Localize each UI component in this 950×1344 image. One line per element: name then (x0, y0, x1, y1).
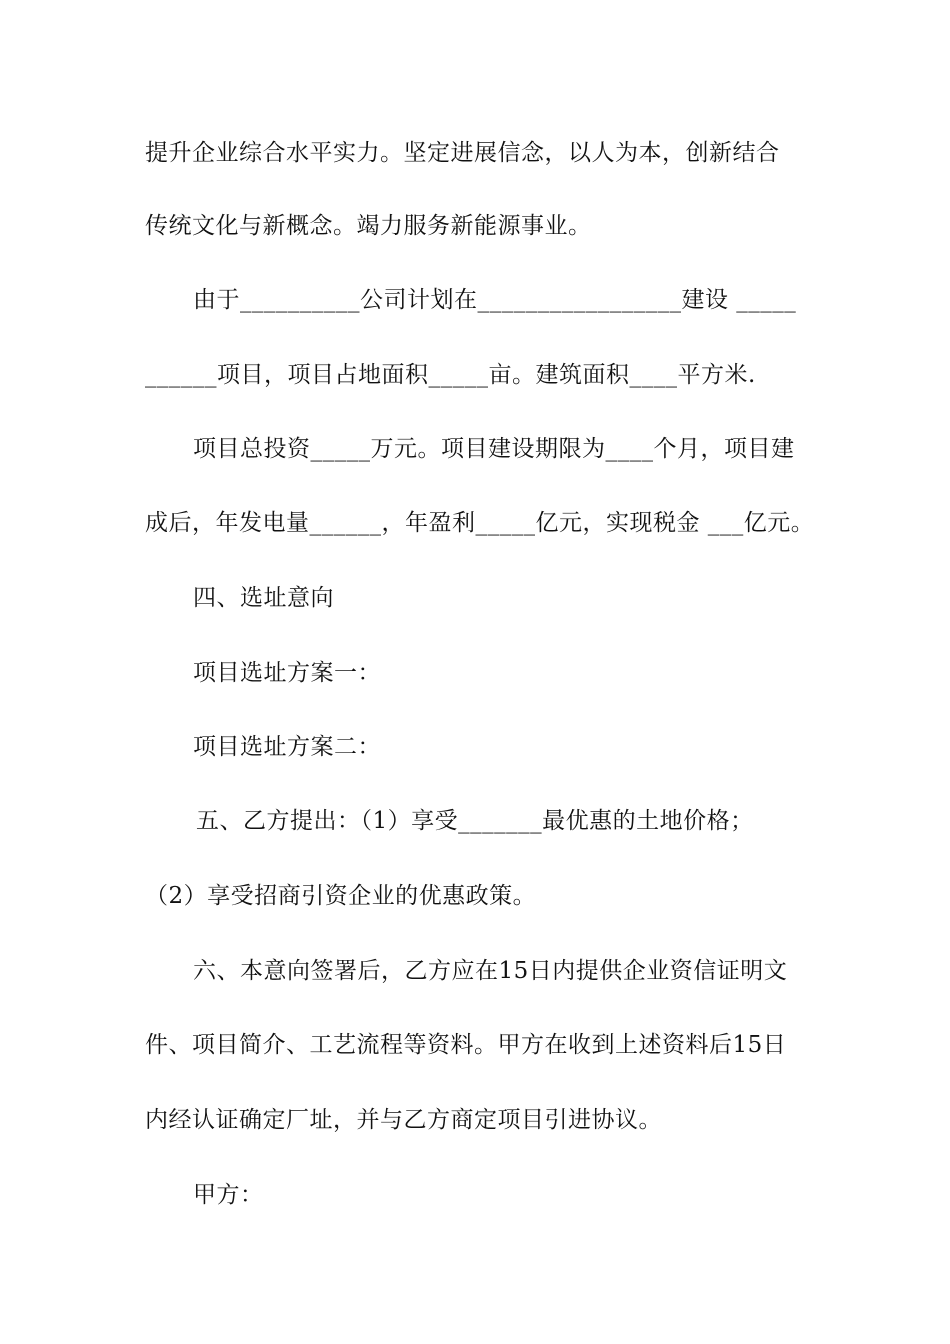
paragraph-line: 内经认证确定厂址，并与乙方商定项目引进协议。 (145, 1107, 662, 1133)
paragraph-line: 项目选址方案一： (193, 660, 381, 686)
paragraph-line: ______项目，项目占地面积_____亩。建筑面积____平方米. (145, 362, 756, 388)
section-heading: 四、选址意向 (193, 585, 334, 611)
paragraph-line: 提升企业综合水平实力。坚定进展信念，以人为本，创新结合 (145, 140, 780, 166)
paragraph-line: 由于__________公司计划在_________________建设 _____ (193, 287, 797, 313)
paragraph-line: 项目选址方案二： (193, 734, 381, 760)
paragraph-line: 成后，年发电量______，年盈利_____亿元，实现税金 ___亿元。 (145, 510, 815, 536)
paragraph-line: 六、本意向签署后，乙方应在15日内提供企业资信证明文 (193, 958, 788, 984)
section-heading: 五、乙方提出：（1）享受_______最优惠的土地价格； (196, 808, 754, 834)
paragraph-line: 传统文化与新概念。竭力服务新能源事业。 (145, 213, 592, 239)
paragraph-line: 项目总投资_____万元。项目建设期限为____个月，项目建 (193, 436, 795, 462)
signature-label: 甲方： (193, 1182, 264, 1208)
paragraph-line: 件、项目简介、工艺流程等资料。甲方在收到上述资料后15日 (145, 1032, 787, 1058)
paragraph-line: （2）享受招商引资企业的优惠政策。 (145, 883, 537, 909)
